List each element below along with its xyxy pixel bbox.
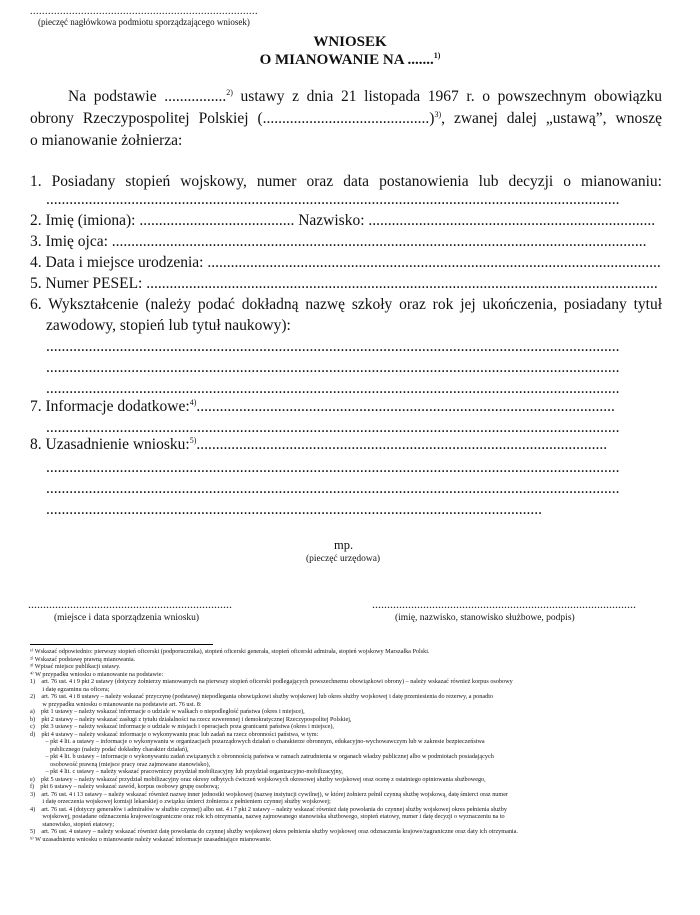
footnote-line: i datę orzeczenia wojskowej komisji lekarskiej o związku śmierci żołnierza z pełnieniem czynnej służby wojskowej;: [30, 798, 331, 805]
signature-right-label: (imię, nazwisko, stanowisko służbowe, podpis): [395, 613, 575, 623]
footnote-line: ⁵⁾ W uzasadnieniu wniosku o mianowanie należy wskazać informacje uzasadniające mianowanie.: [30, 835, 272, 843]
footnote-line: 2) art. 76 ust. 4 i 8 ustawy – należy wskazać przyczynę (podstawę) niepodlegania obowiązkowi służby wojskowej lub okres służby wojskowej i datę przeniesienia do rezerwy, a ponadto: [30, 693, 494, 700]
intro-line-3: o mianowanie żołnierza:: [30, 132, 183, 149]
footnote-line: a) pkt 1 ustawy – należy wskazać informacje o udziale w walkach o niepodległość państwa (okres i miejsce),: [30, 708, 305, 715]
footnote-line: – pkt 4 lit. a ustawy – informacje o wykonywaniu w organizacjach pozarządowych działań o charakterze obronnym, edukacyjno-wychowawczym lub w zakresie bezpieczeństwa: [30, 738, 485, 745]
footnote-line: osobowość prawną (miejsce pracy oraz zajmowane stanowisko),: [30, 760, 211, 768]
signature-left-label: (miejsce i data sporządzenia wniosku): [54, 613, 200, 623]
footnote-line: ⁴⁾ W przypadku wniosku o mianowanie na podstawie:: [30, 670, 164, 678]
item-5-pesel: 5. Numer PESEL: ....................................................................................................................................: [30, 275, 658, 292]
item-7-additional-info: 7. Informacje dodatkowe:$^{4)}$............................................................................................................: [30, 397, 615, 415]
footnote-line: publicznego (należy podać dokładny charakter działań),: [30, 745, 189, 753]
item-6-education-cont: zawodowy, stopień lub tytuł naukowy):: [46, 317, 291, 334]
stamp-dots: ............................................................................: [30, 6, 258, 17]
footnote-line: 4) art. 76 ust. 4 (dotyczy generałów i admirałów w służbie czynnej) albo ust. 4 i 7 pkt 2 ustawy – należy wskazać również datę powołania do czynnej służby wojskowej okres pełnienia służby: [30, 805, 507, 813]
footnote-line: stanowisko, stopień etatowy;: [30, 820, 115, 828]
item-8-dotted-line-2: ....................................................................................................................................................: [46, 480, 620, 497]
seal-mp: mp.: [334, 538, 354, 552]
signature-left-dots: ....................................................................: [28, 597, 232, 611]
footnote-line: 3) art. 76 ust. 4 i 13 ustawy – należy wskazać również nazwę inner jednostki wojskowej (nazwę instytucji cywilnej), w której żołnierz pełnił czynną służbę wojskową, datę śmierci oraz numer: [30, 790, 509, 798]
footnote-line: ¹⁾ Wskazać odpowiednio: pierwszy stopień oficerski (podporucznika), stopień oficerski generała, stopień oficerski admirała, stopień wojskowy Marszałka Polski.: [30, 648, 430, 655]
item-6-education: 6. Wykształcenie (należy podać dokładną nazwę szkoły oraz rok jej ukończenia, posiadany tytuł: [30, 296, 662, 313]
doc-title: WNIOSEK: [313, 34, 387, 50]
item-4-birth: 4. Data i miejsce urodzenia: .....................................................................................................................: [30, 254, 661, 271]
footnote-line: d) pkt 4 ustawy – należy wskazać informacje o wykonywaniu prac lub zadań na rzecz obronności państwa, w tym:: [30, 730, 319, 738]
footnote-line: e) pkt 5 ustawy – należy wskazać przydział mobilizacyjny oraz okresy odbytych ćwiczeń wojskowych okresowej służby wojskowej oraz ocenę z ostatniego opiniowania służbowego,: [30, 775, 486, 783]
intro-line-1: Na podstawie ................$^{2)}$ ustawy z dnia 21 listopada 1967 r. o powszechnym obowiązku: [68, 87, 662, 105]
footnotes: [30, 648, 670, 843]
item-6-dotted-line-2: ....................................................................................................................................................: [46, 359, 620, 376]
item-8-dotted-line-1: ....................................................................................................................................................: [46, 459, 620, 476]
item-6-dotted-line-1: ....................................................................................................................................................: [46, 338, 620, 355]
item-1-rank: 1. Posiadany stopień wojskowy, numer oraz data postanowienia lub decyzji o mianowaniu:: [30, 173, 662, 190]
footnote-line: b) pkt 2 ustawy – należy wskazać zasługi z tytułu działalności na rzecz suwerennej i demokratycznej Rzeczypospolitej Polskiej,: [30, 715, 352, 723]
footnote-line: f) pkt 6 ustawy – należy wskazać zawód, korpus osobowy grupę osobową;: [30, 783, 220, 790]
footnote-line: w przypadku wniosku o mianowanie na podstawie art. 76 ust. 8:: [30, 700, 202, 708]
signature-right-dots: ........................................................................................: [372, 597, 636, 611]
footnote-line: c) pkt 3 ustawy – należy wskazać informacje o udziale w misjach i operacjach poza granicami państwa (okres i miejsce),: [30, 723, 334, 730]
item-7-dotted-line: ....................................................................................................................................................: [46, 419, 620, 436]
footnote-separator: [30, 644, 213, 645]
seal-label: (pieczęć urzędowa): [306, 554, 381, 564]
footnote-line: 1) art. 76 ust. 4 i 9 pkt 2 ustawy (dotyczy żołnierzy mianowanych na pierwszy stopień oficerski podlegających powszechnemu obowiązkowi obrony) – należy wskazać również korpus osobowy: [30, 678, 513, 685]
footnote-line: ²⁾ Wskazać podstawę prawną mianowania.: [30, 655, 136, 663]
item-3-father-name: 3. Imię ojca: ..........................................................................................................................................: [30, 233, 647, 250]
item-1-dotted-line: ....................................................................................................................................................: [46, 191, 620, 208]
stamp-label: (pieczęć nagłówkowa podmiotu sporządzającego wniosek): [38, 17, 250, 27]
footnote-line: ³⁾ Wpisać miejsce publikacji ustawy.: [30, 663, 121, 670]
item-6-dotted-line-3: ....................................................................................................................................................: [46, 380, 620, 397]
item-2-name: 2. Imię (imiona): ........................................ Nazwisko: ..........................................................................: [30, 212, 656, 229]
footnote-line: wojskowej, posiadane odznaczenia krajowe/zagraniczne oraz rok ich otrzymania, nazwę zajmowanego stanowiska służbowego, stopień etatowy, numer i datę decyzji o wyznaczeniu na to: [30, 813, 505, 820]
footnote-line: i datę egzaminu na oficera;: [30, 685, 110, 693]
item-8-dotted-line-3: ................................................................................................................................: [46, 501, 542, 518]
footnote-line: – pkt 4 lit. c ustawy – należy wskazać pracowniczy przydział mobilizacyjny lub przydział organizacyjno-mobilizacyjny,: [30, 768, 343, 775]
intro-line-2: obrony Rzeczypospolitej Polskiej (...........................................)$^{3)}$, zwanej dalej „ustawą”, wnoszę: [30, 109, 662, 127]
footnote-line: – pkt 4 lit. b ustawy – informacje o wykonywaniu zadań związanych z obronnością państwa w ramach zatrudnienia w organach władzy publicznej albo w podmiotach posiadających: [30, 753, 494, 760]
footnote-line: 5) art. 76 ust. 4 ustawy – należy wskazać również datę powołania do czynnej służby wojskowej okres pełnienia służby wojskowej oraz odznaczenia krajowe/zagraniczne oraz daty ich otrzymania.: [30, 828, 518, 835]
doc-subtitle: O MIANOWANIE NA .......$^{1)}$: [259, 51, 441, 68]
item-8-justification: 8. Uzasadnienie wniosku:$^{5)}$..........................................................................................................: [30, 435, 608, 453]
